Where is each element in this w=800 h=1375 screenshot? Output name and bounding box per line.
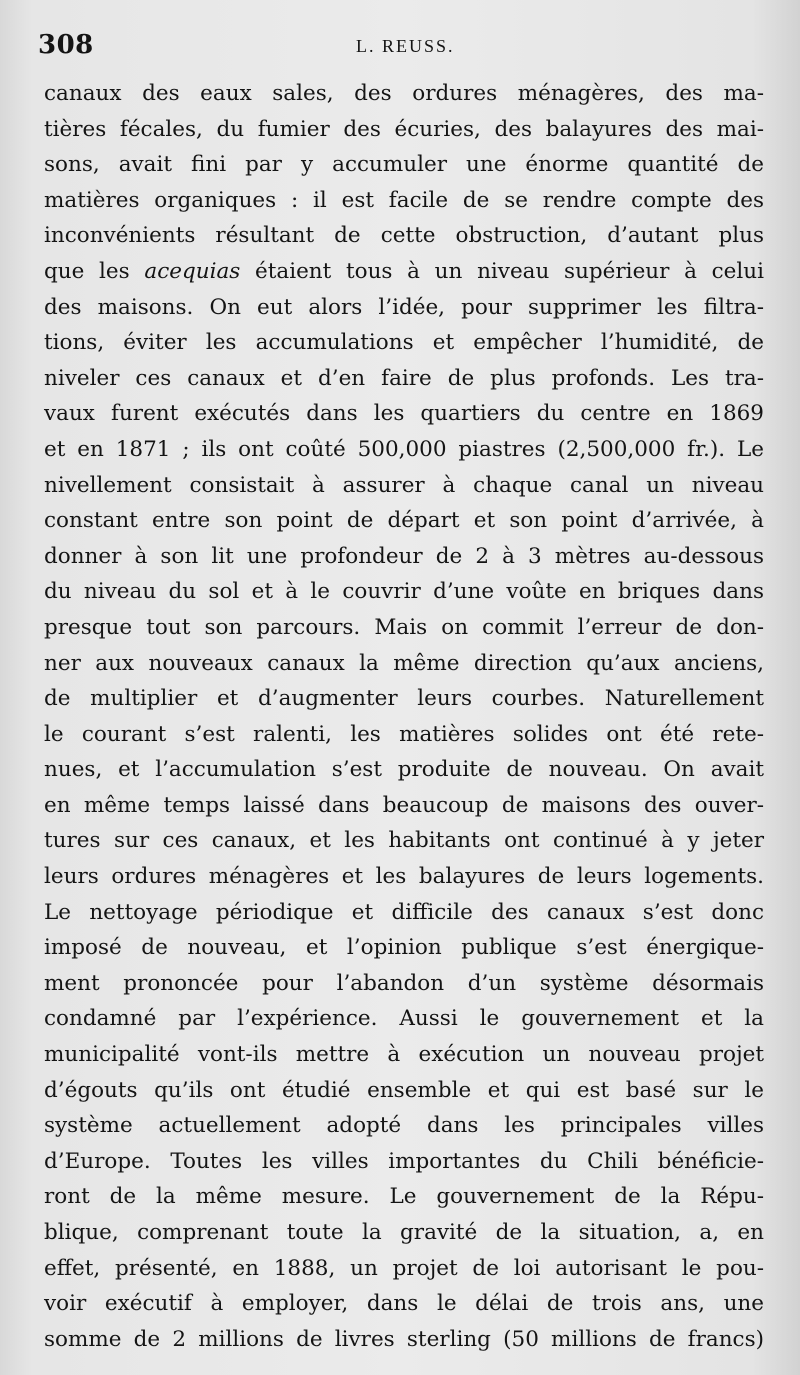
- italic-term: acequias: [144, 258, 241, 284]
- running-head: [38, 30, 760, 70]
- text-line: du niveau du sol et à le couvrir d’une voûte en briques dans: [44, 579, 764, 605]
- text-line: voir exécutif à employer, dans le délai de trois ans, une: [44, 1291, 764, 1317]
- text-line: système actuellement adopté dans les principales villes: [44, 1113, 764, 1139]
- text-line: que les acequias étaient tous à un niveau supérieur à celui: [44, 258, 765, 284]
- text-line: vaux furent exécutés dans les quartiers du centre en 1869: [44, 401, 764, 427]
- text-line: constant entre son point de départ et son point d’arrivée, à: [44, 508, 764, 534]
- body-text: [44, 76, 764, 1357]
- text-line: tions, éviter les accumulations et empêcher l’humidité, de: [44, 330, 764, 356]
- text-line: nues, et l’accumulation s’est produite de nouveau. On avait: [44, 757, 764, 783]
- text-line: nivellement consistait à assurer à chaque canal un niveau: [44, 472, 764, 498]
- text-line: somme de 2 millions de livres sterling (50 millions de francs): [44, 1326, 764, 1352]
- text-line: d’égouts qu’ils ont étudié ensemble et qui est basé sur le: [44, 1077, 764, 1103]
- text-line: effet, présenté, en 1888, un projet de loi autorisant le pou-: [44, 1255, 764, 1281]
- text-line: condamné par l’expérience. Aussi le gouvernement et la: [44, 1006, 764, 1032]
- text-line: d’Europe. Toutes les villes importantes du Chili bénéficie-: [44, 1148, 764, 1174]
- page-number: 308: [38, 30, 94, 60]
- text-line: canaux des eaux sales, des ordures ménagères, des ma-: [44, 81, 764, 106]
- text-line: niveler ces canaux et d’en faire de plus profonds. Les tra-: [44, 365, 764, 391]
- text-line: des maisons. On eut alors l’idée, pour supprimer les filtra-: [44, 294, 764, 320]
- text-line: municipalité vont-ils mettre à exécution un nouveau projet: [44, 1042, 764, 1068]
- text-line: le courant s’est ralenti, les matières solides ont été rete-: [44, 721, 764, 747]
- text-line: presque tout son parcours. Mais on commit l’erreur de don-: [44, 614, 764, 640]
- text-line: donner à son lit une profondeur de 2 à 3 mètres au-dessous: [44, 543, 764, 569]
- text-line: ner aux nouveaux canaux la même direction qu’aux anciens,: [44, 650, 764, 676]
- text-line: ment prononcée pour l’abandon d’un système désormais: [44, 970, 764, 996]
- text-line: ront de la même mesure. Le gouvernement de la Répu-: [44, 1184, 764, 1210]
- text-line: inconvénients résultant de cette obstruction, d’autant plus: [44, 223, 764, 249]
- text-line: de multiplier et d’augmenter leurs courbes. Naturellement: [44, 686, 764, 712]
- text-line: matières organiques : il est facile de se rendre compte des: [44, 187, 764, 213]
- text-line: blique, comprenant toute la gravité de la situation, a, en: [44, 1220, 764, 1245]
- text-line: en même temps laissé dans beaucoup de maisons des ouver-: [44, 792, 764, 818]
- text-line: sons, avait fini par y accumuler une énorme quantité de: [44, 152, 764, 178]
- text-line: leurs ordures ménagères et les balayures de leurs logements.: [44, 864, 764, 890]
- text-line: tières fécales, du fumier des écuries, des balayures des mai-: [44, 116, 764, 142]
- text-line: tures sur ces canaux, et les habitants ont continué à y jeter: [44, 828, 764, 854]
- running-title: L. REUSS.: [356, 36, 455, 56]
- text-line: Le nettoyage périodique et difficile des canaux s’est donc: [44, 899, 764, 925]
- text-line: et en 1871 ; ils ont coûté 500,000 piastres (2,500,000 fr.). Le: [44, 436, 764, 462]
- text-line: imposé de nouveau, et l’opinion publique s’est énergique-: [44, 935, 764, 961]
